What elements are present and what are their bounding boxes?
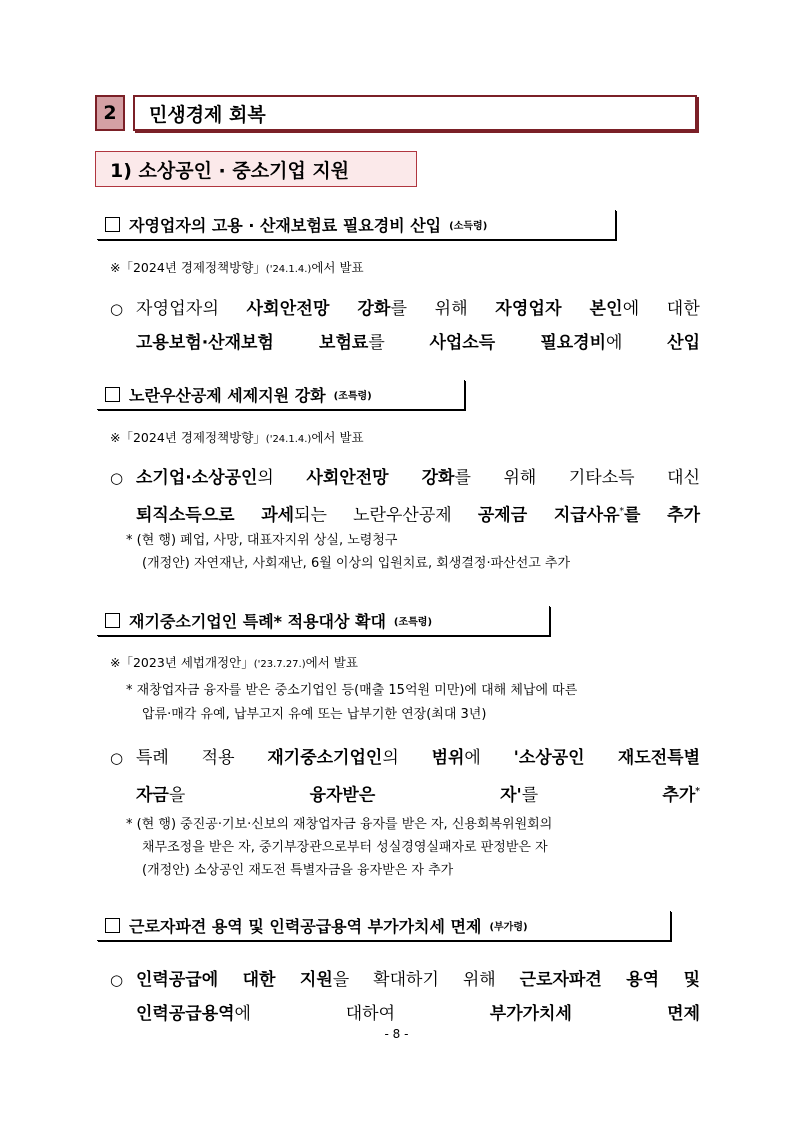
section-title-text: 민생경제 회복 xyxy=(149,103,266,126)
footnote-line: * (현 행) 중진공·기보·신보의 재창업자금 융자를 받은 자, 신용회복위원회의 xyxy=(126,817,553,832)
text: 특례 적용 xyxy=(136,748,268,768)
item-heading-text: 재기중소기업인 특례* 적용대상 확대 xyxy=(129,612,386,631)
item-heading xyxy=(97,606,550,636)
text-bold: 고용보험·산재보험 보험료 xyxy=(136,333,369,353)
item-law-tag: (소득령) xyxy=(449,221,488,232)
footnote-line: * 재창업자금 융자를 받은 중소기업인 등(매출 15억원 미만)에 대해 체납에 따른 xyxy=(126,683,578,698)
text: 에 대한 xyxy=(622,299,700,319)
note-source: ※「2024년 경제정책방향」 xyxy=(110,430,266,445)
subsection-title xyxy=(95,151,417,187)
text: 되는 노란우산공제 xyxy=(294,505,478,526)
text-bold: 부가가치세 면제 xyxy=(489,1004,700,1024)
text-bold: 인력공급용역 xyxy=(136,1004,235,1024)
item-law-tag: (조특령) xyxy=(333,391,372,402)
item-heading xyxy=(97,210,616,240)
section-title xyxy=(133,95,697,131)
text-bold: 사회안전망 강화 xyxy=(306,468,455,488)
text-bold: 근로자파견 용역 및 xyxy=(519,970,701,990)
footnote-marker: * xyxy=(619,507,625,517)
announcement-note xyxy=(110,258,364,276)
announcement-note xyxy=(110,653,358,671)
note-suffix: 에서 발표 xyxy=(305,655,358,670)
text-bold: 인력공급에 대한 지원 xyxy=(136,970,333,990)
item-law-tag: (부가령) xyxy=(489,922,528,933)
section-number-text: 2 xyxy=(103,102,117,124)
text-bold: 퇴직소득으로 과세 xyxy=(136,505,295,526)
text-bold: 산입 xyxy=(667,333,701,353)
bullet-item xyxy=(110,292,700,360)
text: 의 xyxy=(257,468,307,488)
announcement-note xyxy=(110,428,364,446)
subsection-title-text: 1) 소상공인 · 중소기업 지원 xyxy=(110,159,350,182)
text-bold: 재기중소기업인 xyxy=(267,748,383,768)
text: 를 xyxy=(368,333,430,353)
page-number: - 8 - xyxy=(384,1027,409,1041)
footnote-line: * (현 행) 폐업, 사망, 대표자지위 상실, 노령청구 xyxy=(126,533,398,548)
note-date: ('24.1.4.) xyxy=(265,264,312,275)
text: 에 xyxy=(464,748,514,768)
text-bold: 자금 xyxy=(136,785,169,806)
circle-bullet-icon: ○ xyxy=(110,300,124,318)
text-bold: 추가 xyxy=(662,785,696,806)
text-bold: 를 추가 xyxy=(624,505,701,526)
checkbox-square-icon xyxy=(105,217,120,232)
note-suffix: 에서 발표 xyxy=(311,430,364,445)
footnote-line: (개정안) 자연재난, 사회재난, 6월 이상의 입원치료, 회생결정·파산선고 추가 xyxy=(142,556,571,571)
checkbox-square-icon xyxy=(105,387,120,402)
bullet-item xyxy=(110,741,700,813)
text: 를 xyxy=(521,785,663,806)
item-heading-text: 자영업자의 고용 · 산재보험료 필요경비 산입 xyxy=(129,216,442,235)
text: 를 위해 xyxy=(390,299,496,319)
circle-bullet-icon: ○ xyxy=(110,971,124,989)
section-number xyxy=(95,95,125,131)
text: 을 xyxy=(168,785,310,806)
note-suffix: 에서 발표 xyxy=(311,260,364,275)
item-heading xyxy=(97,380,465,410)
text: 를 위해 기타소득 대신 xyxy=(454,468,700,488)
footnote-line: 채무조정을 받은 자, 중기부장관으로부터 성실경영실패자로 판정받은 자 xyxy=(142,840,548,855)
item-heading xyxy=(97,911,671,941)
text-bold: 융자받은 자' xyxy=(309,785,522,806)
text-bold: 사업소득 필요경비 xyxy=(429,333,607,353)
note-source: ※「2024년 경제정책방향」 xyxy=(110,260,266,275)
text-bold: 사회안전망 강화 xyxy=(246,299,391,319)
text: 자영업자의 xyxy=(136,299,247,319)
text-bold: 소기업·소상공인 xyxy=(136,468,258,488)
footnote-line: (개정안) 소상공인 재도전 특별자금을 융자받은 자 추가 xyxy=(142,863,454,878)
note-date: ('24.1.4.) xyxy=(265,434,312,445)
circle-bullet-icon: ○ xyxy=(110,469,124,487)
bullet-item xyxy=(110,963,700,1031)
text-bold: 자영업자 본인 xyxy=(495,299,623,319)
text-bold: 범위 xyxy=(431,748,465,768)
item-heading-text: 근로자파견 용역 및 인력공급용역 부가가치세 면제 xyxy=(129,917,482,936)
note-date: ('23.7.27.) xyxy=(253,659,306,670)
text-bold: 공제금 지급사유 xyxy=(477,505,620,526)
checkbox-square-icon xyxy=(105,918,120,933)
item-heading-text: 노란우산공제 세제지원 강화 xyxy=(129,386,326,405)
text: 에 대하여 xyxy=(234,1004,490,1024)
circle-bullet-icon: ○ xyxy=(110,749,124,767)
text: 을 확대하기 위해 xyxy=(332,970,520,990)
text: 의 xyxy=(382,748,432,768)
checkbox-square-icon xyxy=(105,613,120,628)
item-law-tag: (조특령) xyxy=(393,617,433,628)
text: 에 xyxy=(606,333,668,353)
footnote-marker: * xyxy=(695,787,700,797)
bullet-item xyxy=(110,461,700,533)
note-source: ※「2023년 세법개정안」 xyxy=(110,655,254,670)
footnote-line: 압류·매각 유예, 납부고지 유예 또는 납부기한 연장(최대 3년) xyxy=(142,707,487,722)
text-bold: '소상공인 재도전특별 xyxy=(513,748,701,768)
